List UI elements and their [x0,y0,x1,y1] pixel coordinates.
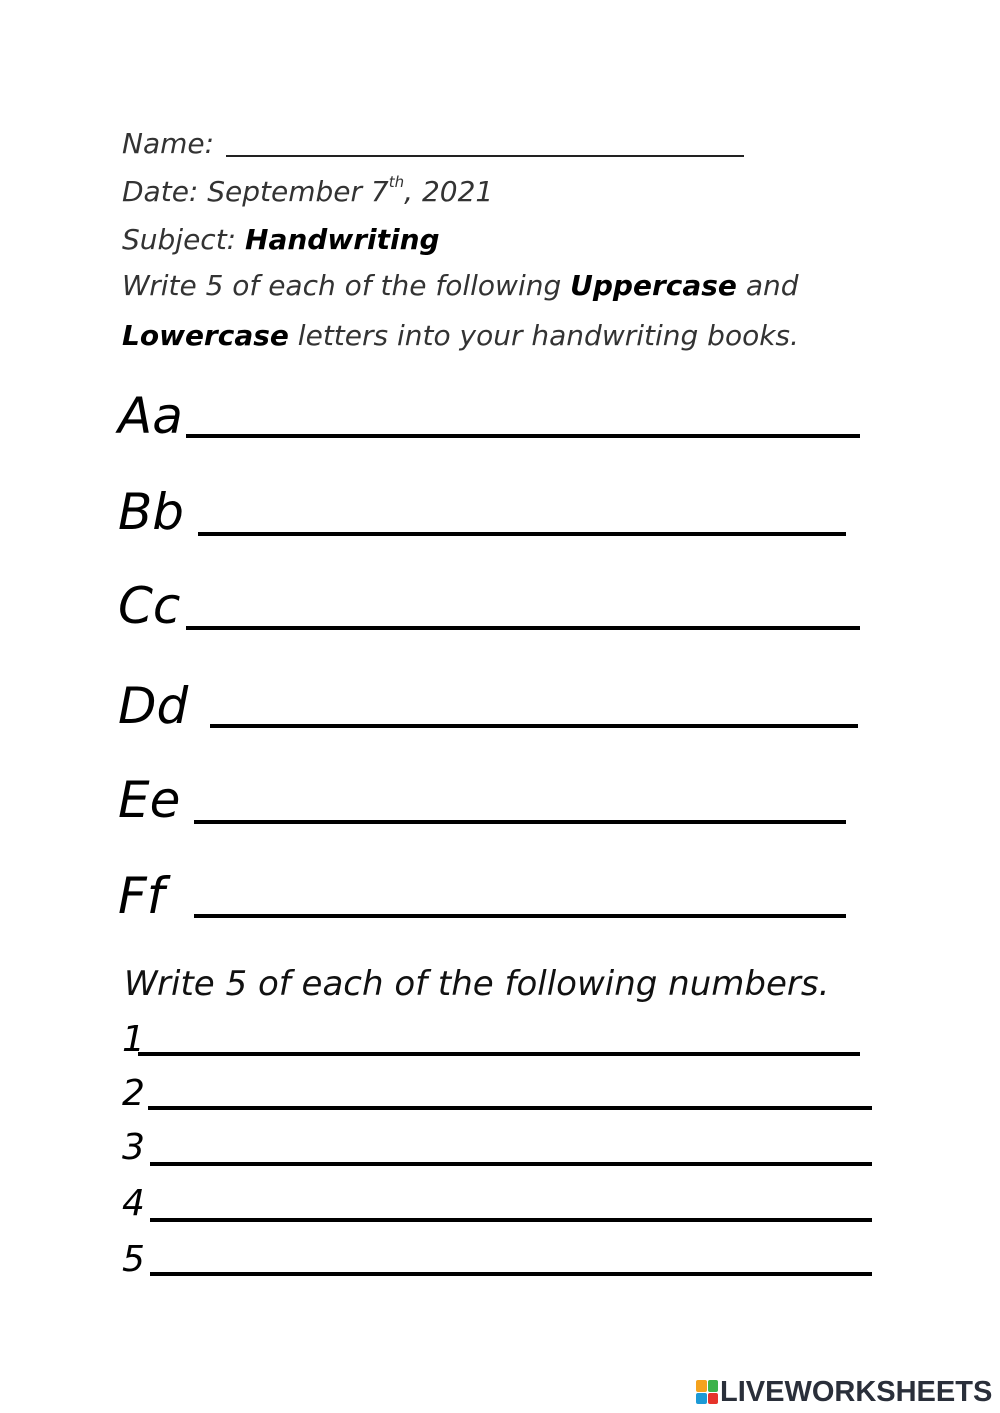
logo-square-2 [708,1380,719,1392]
subject-value: Handwriting [245,223,440,256]
uppercase-word: Uppercase [570,269,737,302]
logo-square-1 [696,1380,707,1392]
number-line-4[interactable] [150,1218,872,1222]
subject-line [122,220,440,260]
letter-line-bb[interactable] [198,532,846,536]
number-label-5: 5 [122,1239,145,1280]
logo-square-4 [708,1393,719,1405]
lowercase-word: Lowercase [122,319,289,352]
number-line-5[interactable] [150,1272,872,1276]
letter-line-aa[interactable] [186,434,860,438]
logo-text: LIVEWORKSHEETS [720,1375,993,1408]
letter-line-cc[interactable] [186,626,860,630]
instruction-line-2: Lowercase letters into your handwriting books. [122,319,799,352]
liveworksheets-logo [696,1376,992,1408]
date-month-day: September 7 [207,175,389,208]
numbers-instruction: Write 5 of each of the following numbers. [124,964,830,1004]
letter-label-ff: Ff [118,867,165,925]
name-label: Name: [122,127,215,160]
date-suffix: th [388,173,405,191]
letter-line-dd[interactable] [210,724,858,728]
number-label-2: 2 [122,1073,145,1114]
instruction-line-1: Write 5 of each of the following Uppercase and [122,269,799,302]
number-label-4: 4 [122,1183,145,1224]
date-label: Date: [122,175,199,208]
subject-label: Subject: [122,223,237,256]
logo-icon [696,1380,718,1404]
letter-label-cc: Cc [118,577,181,635]
date-year: , 2021 [404,175,494,208]
letter-label-dd: Dd [118,677,189,735]
date-line [122,172,493,212]
letter-label-aa: Aa [118,387,183,445]
number-label-3: 3 [122,1127,145,1168]
letter-line-ee[interactable] [194,820,846,824]
number-line-1[interactable] [138,1052,860,1056]
name-input-line[interactable] [226,155,744,157]
number-label-1: 1 [122,1019,145,1060]
logo-square-3 [696,1393,707,1405]
letter-label-ee: Ee [118,771,181,829]
letter-line-ff[interactable] [194,914,846,918]
letter-label-bb: Bb [118,483,185,541]
number-line-3[interactable] [150,1162,872,1166]
number-line-2[interactable] [148,1106,872,1110]
